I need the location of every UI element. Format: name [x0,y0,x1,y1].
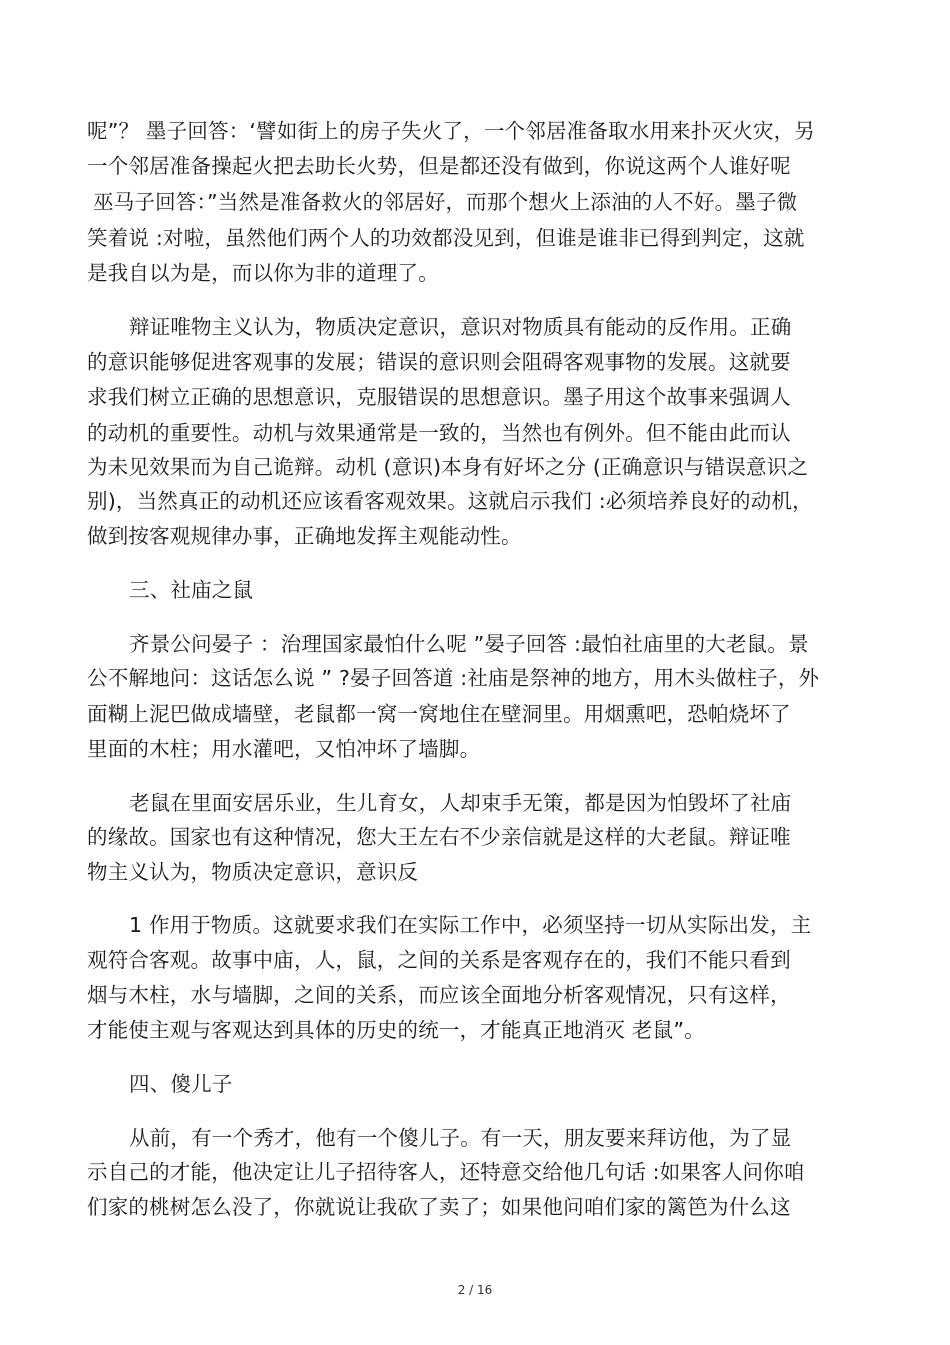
text-line: 们家的桃树怎么没了，你就说让我砍了卖了；如果他问咱们家的篱笆为什么这 [87,1195,791,1219]
text-line: 公不解地问：这话怎么说 ” ?晏子回答道 :社庙是祭神的地方，用木头做柱子，外 [87,666,820,690]
section-heading: 三、社庙之鼠 [129,578,254,602]
text-line: 物主义认为，物质决定意识，意识反 [87,860,419,884]
text-line: 示自己的才能，他决定让儿子招待客人，还特意交给他几句话 :如果客人问你咱 [87,1160,805,1184]
text-line: 齐景公问晏子 ：治理国家最怕什么呢 ”晏子回答 :最怕社庙里的大老鼠。景 [129,632,809,656]
text-line: 的动机的重要性。动机与效果通常是一致的，当然也有例外。但不能由此而认 [87,421,791,445]
page-number: 2 / 16 [457,1283,493,1297]
text-line: 笑着说 :对啦，虽然他们两个人的功效都没见到，但谁是谁非已得到判定，这就 [87,226,805,250]
text-line: 从前，有一个秀才，他有一个傻儿子。有一天，朋友要来拜访他，为了显 [129,1126,792,1150]
text-line: 观符合客观。故事中庙，人，鼠，之间的关系是客观存在的，我们不能只看到 [87,948,791,972]
text-line: 辩证唯物主义认为，物质决定意识，意识对物质具有能动的反作用。正确 [129,315,792,339]
section-heading: 四、傻儿子 [129,1072,233,1096]
text-line: 烟与木柱，水与墙脚，之间的关系，而应该全面地分析客观情况，只有这样， [87,983,791,1007]
text-line: 面糊上泥巴做成墙壁，老鼠都一窝一窝地住在壁洞里。用烟熏吧，恐帕烧坏了 [87,702,791,726]
text-line: 巫马子回答：”当然是准备救火的邻居好，而那个想火上添油的人不好。墨子微 [93,190,798,214]
text-line: 1 作用于物质。这就要求我们在实际工作中，必须坚持一切从实际出发，主 [129,913,812,937]
text-line: 的缘故。国家也有这种情况，您大王左右不少亲信就是这样的大老鼠。辩证唯 [87,825,791,849]
text-line: 为未见效果而为自己诡辩。动机 (意识)本身有好坏之分 (正确意识与错误意识之 [87,455,809,479]
text-line: 的意识能够促进客观事的发展；错误的意识则会阻碍客观事物的发展。这就要 [87,350,791,374]
text-line: 做到按客观规律办事，正确地发挥主观能动性。 [87,524,522,548]
text-line: 一个邻居准备操起火把去助长火势，但是都还没有做到，你说这两个人谁好呢 [87,154,791,178]
text-line: 别)，当然真正的动机还应该看客观效果。这就启示我们 :必须培养良好的动机， [87,489,813,513]
text-line: 才能使主观与客观达到具体的历史的统一，才能真正地消灭 老鼠”。 [87,1018,705,1042]
text-line: 求我们树立正确的思想意识，克服错误的思想意识。墨子用这个故事来强调人 [87,385,791,409]
text-line: 是我自以为是，而以你为非的道理了。 [87,261,439,285]
text-line: 里面的木柱；用水灌吧，又怕冲坏了墙脚。 [87,737,481,761]
text-line: 呢”？ 墨子回答：‘譬如街上的房子失火了，一个邻居准备取水用来扑灭火灾，另 [87,119,816,143]
text-line: 老鼠在里面安居乐业，生儿育女，人却束手无策，都是因为怕毁坏了社庙 [129,791,792,815]
